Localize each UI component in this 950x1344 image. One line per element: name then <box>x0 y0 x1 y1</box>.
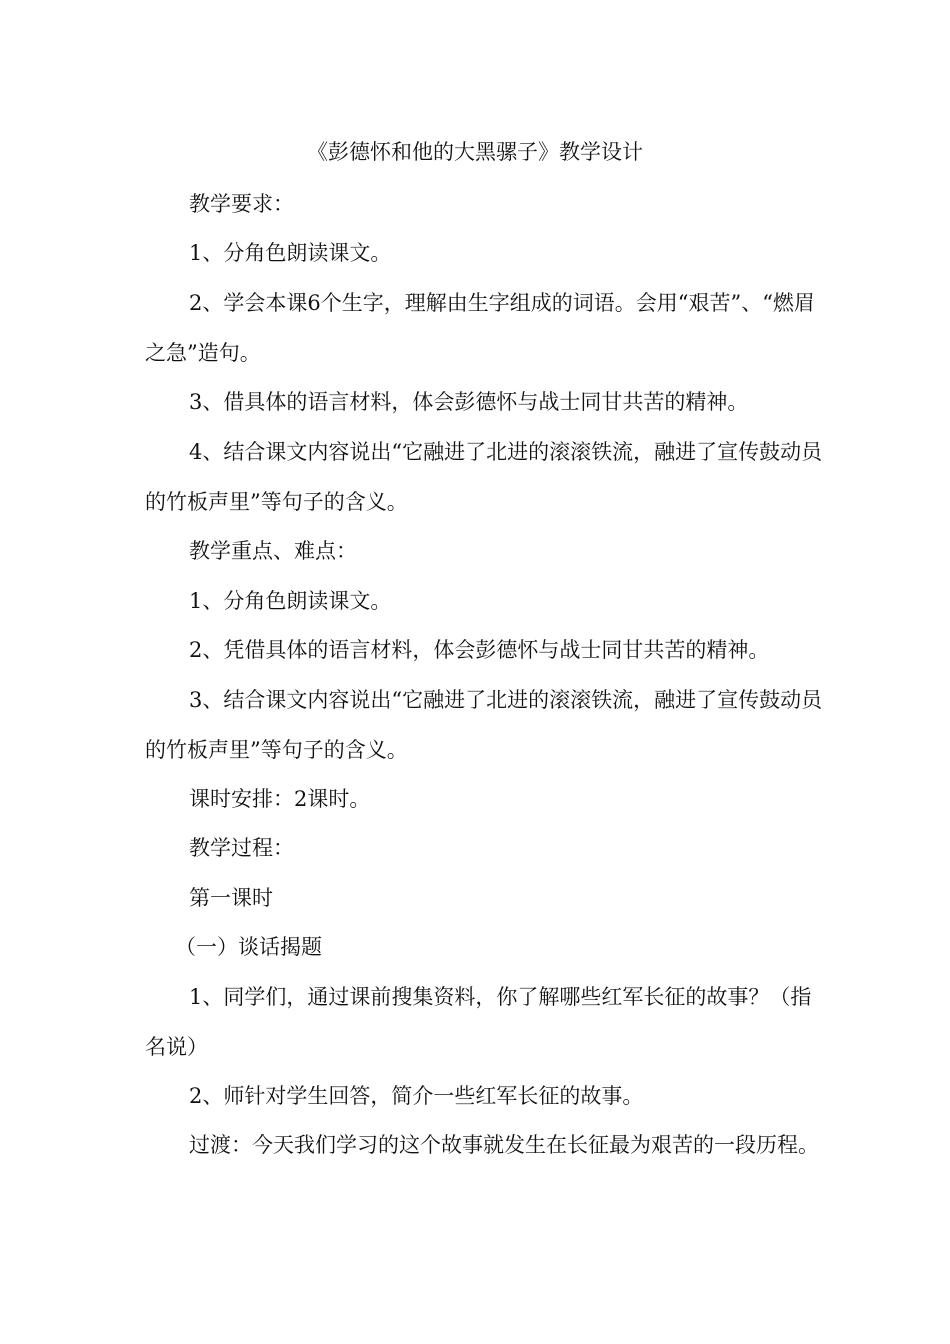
paragraph-transition: 过渡：今天我们学习的这个故事就发生在长征最为艰苦的一段历程。 <box>189 1133 819 1157</box>
paragraph-key-point-1: 1、分角色朗读课文。 <box>189 589 392 613</box>
paragraph-schedule: 课时安排：2课时。 <box>189 787 371 811</box>
paragraph-step-2: 2、师针对学生回答，简介一些红军长征的故事。 <box>189 1084 644 1108</box>
document-title: 《彭德怀和他的大黑骡子》教学设计 <box>307 140 643 164</box>
paragraph-requirement-3: 3、借具体的语言材料，体会彭德怀与战士同甘共苦的精神。 <box>189 390 749 414</box>
paragraph-section-one: （一）谈话揭题 <box>175 935 322 959</box>
paragraph-requirement-2: 2、学会本课6个生字，理解由生字组成的词语。会用“艰苦”、“燃眉之急”造句。 <box>145 291 815 365</box>
paragraph-key-point-3: 3、结合课文内容说出“它融进了北进的滚滚铁流，融进了宣传鼓动员的竹板声里”等句子的含义。 <box>145 688 823 762</box>
paragraph-teaching-requirements-heading: 教学要求： <box>189 192 294 216</box>
paragraph-step-1: 1、同学们，通过课前搜集资料，你了解哪些红军长征的故事？（指名说） <box>145 985 812 1059</box>
paragraph-requirement-1: 1、分角色朗读课文。 <box>189 241 392 265</box>
paragraph-requirement-4: 4、结合课文内容说出“它融进了北进的滚滚铁流，融进了宣传鼓动员的竹板声里”等句子的含义。 <box>145 440 823 514</box>
paragraph-first-lesson: 第一课时 <box>189 886 273 910</box>
paragraph-key-points-heading: 教学重点、难点： <box>189 539 357 563</box>
paragraph-key-point-2: 2、凭借具体的语言材料，体会彭德怀与战士同甘共苦的精神。 <box>189 638 770 662</box>
paragraph-process-heading: 教学过程： <box>189 836 294 860</box>
